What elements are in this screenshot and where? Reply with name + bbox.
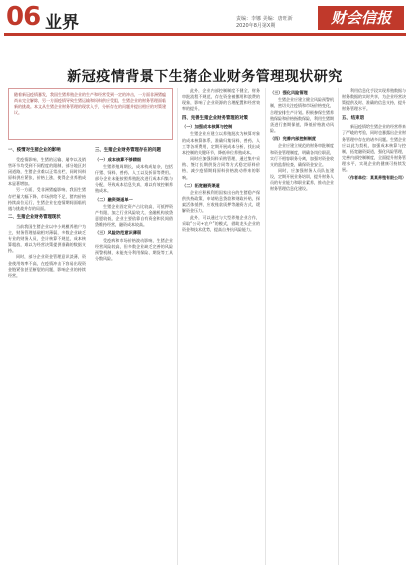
section-name: 业界	[45, 13, 79, 33]
section-heading: （三）强化风险管理	[270, 90, 308, 95]
section-heading: （二）拓宽融资渠道	[182, 182, 220, 188]
body-paragraph: 当前我国生猪企业以中小规模养殖户为主，财务管理基础相对薄弱，多数企业缺乏专业的财务人员，会计核算不规范，成本核算粗放，难以为经营决策提供准确的数据支持。	[8, 223, 86, 254]
page-number: 06	[6, 2, 41, 32]
meta-date: 2020年8月第X期	[236, 23, 276, 29]
article-lead: 随着新冠疫情暴发，我国生猪养殖企业的生产和经营受到一定的冲击，一方面非洲猪瘟尚未完全解除，另一方面疫情导致生猪运输和饲料供应受阻，生猪企业的财务管理面临新的挑战。本文从生猪企业财务管理的现状入手，分析存在的问题并提出相应的对策建议。	[8, 88, 173, 140]
section-heading: （二）融资渠道单一	[95, 196, 133, 202]
body-paragraph: 此外，可以通过与大型养殖企业合作，采取“公司+农户”的模式，借助龙头企业的资金和技术优势，提高自身抗风险能力。	[182, 214, 260, 232]
section-heading: （四）完善内部控制制度	[270, 136, 317, 142]
body-paragraph: 生猪企业应建立以养殖批次为核算对象的成本核算体系，准确归集饲料、兽药、人工等各项费用，定期开展成本分析，找出成本控制的关键环节，降低单位养殖成本。	[182, 131, 260, 155]
body-paragraph: 另一方面，受非洲猪瘟影响，我国生猪存栏量大幅下降，市场供给不足，猪肉价格持续高位运行，生猪企业在疫情期间面临机遇与挑战并存的局面。	[8, 187, 86, 211]
article-column-3	[182, 88, 260, 565]
page-meta	[236, 16, 293, 30]
section-heading: （三）风险防范意识薄弱	[95, 230, 142, 236]
meta-editor: 责编：李娜 美编：唐旺新	[236, 16, 293, 22]
brand-logo: 财会信报	[318, 6, 404, 30]
article-column-5	[342, 88, 406, 565]
body-paragraph: 企业应建立规范的财务审批制度和资金管理制度，明确各岗位职责，实行不相容职务分离，加强对资金收支的监督检查，确保资金安全。	[270, 143, 334, 167]
body-paragraph: 受疫病和市场价格波动影响，生猪企业经营风险较高，但多数企业缺乏完善的风险预警机制，未能充分利用保险、期货等工具分散风险。	[95, 237, 173, 262]
body-paragraph: 利用信息化手段实现养殖数据与财务数据的实时共享，为企业经营决策提供及时、准确的信息支持，提升财务管理水平。	[342, 88, 406, 112]
column-divider	[338, 88, 339, 565]
section-heading: 四、完善生猪企业财务管理的对策	[182, 115, 248, 121]
section-heading: （一）成本核算不够精细	[95, 156, 142, 162]
body-paragraph: 同时，部分企业资金管理意识淡薄，资金使用效率不高，在疫情冲击下容易出现资金链紧张甚至断裂的问题，影响企业的持续经营。	[8, 254, 86, 278]
body-paragraph: 生猪企业固定资产占比较高，可抵押资产有限，加之行业风险较大，金融机构放贷意愿较低，企业主要依靠自有资金和民间借贷维持经营，融资成本较高。	[95, 203, 173, 228]
header-rule	[4, 33, 406, 36]
section-heading: 三、生猪企业财务管理存在的问题	[95, 148, 161, 153]
section-heading: 二、生猪企业财务管理现状	[8, 215, 61, 220]
body-paragraph: 企业应积极利用国家出台的生猪稳产保供扶持政策，申请贴息贷款和财政补贴，探索活体抵押、应收账款质押等融资方式，缓解资金压力。	[182, 189, 260, 214]
body-paragraph: 生猪企业应建立健全风险预警机制，密切关注疫情和市场价格变化，合理安排生产计划。积极参保生猪养殖保险和价格指数保险，利用生猪期货进行套期保值，降低价格波动风险。	[270, 97, 334, 133]
section-heading: （一）加强成本核算与控制	[182, 124, 233, 130]
page-header	[0, 0, 410, 36]
author-byline	[342, 175, 406, 181]
article-title: 新冠疫情背景下生猪企业财务管理现状研究	[67, 69, 343, 85]
column-divider	[177, 88, 178, 565]
body-paragraph: 生猪养殖周期长，成本构成复杂，包括仔猪、饲料、兽药、人工以及折旧等费用。部分企业未能按照养殖批次进行成本归集与分配，导致成本信息失真，难以有效控制养殖成本。	[95, 163, 173, 194]
section-heading: 一、疫情对生猪企业的影响	[8, 148, 61, 153]
byline-line: （作者单位：某某养殖有限公司）	[346, 175, 406, 181]
body-paragraph: 同时应加强饲料采购管理，通过集中采购、签订长期供货合同等方式稳定原料价格，减少疫情期间原料价格波动带来的影响。	[182, 156, 260, 180]
article-column-1	[8, 145, 86, 565]
body-paragraph: 此外，企业内部控制制度不健全，财务审批流程不规范，存在资金被挪用和浪费的现象，影响了企业资源的合理配置和经营效率的提升。	[182, 88, 260, 112]
body-paragraph: 受疫情影响，生猪的运输、屠宰以及销售环节均受到不同程度的限制，部分地区封闭道路，生猪企业难以正常出栏，同时饲料原料供应紧张，价格上涨，使得企业养殖成本显著增加。	[8, 156, 86, 187]
article-column-2	[95, 145, 173, 565]
section-heading: 五、结束语	[342, 115, 364, 121]
body-paragraph: 新冠疫情给生猪企业的经营带来了严峻的考验，同时也暴露出企业财务管理中存在的诸多问题。生猪企业应以此为契机，加强成本核算与控制，拓宽融资渠道，强化风险管理，完善内部控制制度，全面提升财务管理水平，实现企业的健康可持续发展。	[342, 124, 406, 173]
column-divider	[265, 88, 266, 565]
article-column-4	[270, 88, 334, 565]
body-paragraph: 同时，应加强财务人员队伍建设，定期开展业务培训，提升财务人员的专业能力和职业素养，推动企业财务管理信息化建设。	[270, 167, 334, 192]
